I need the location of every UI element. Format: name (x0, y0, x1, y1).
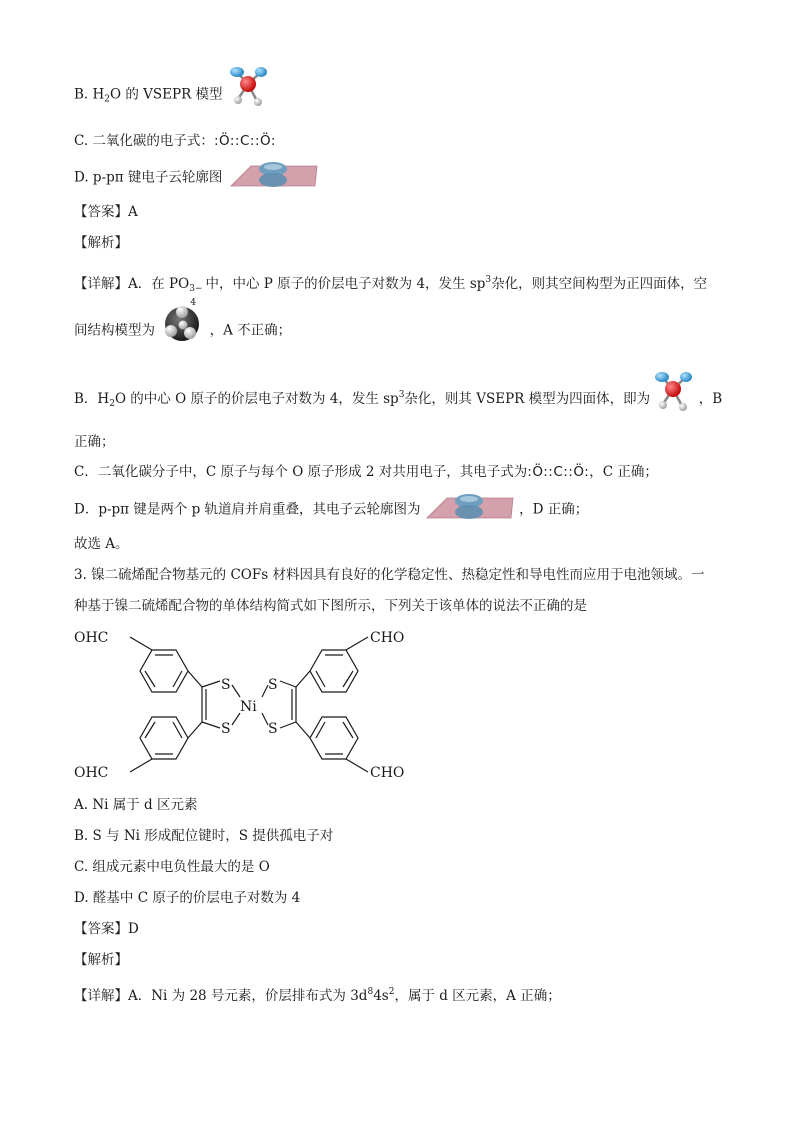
nickel-atom: Ni (240, 699, 257, 715)
cho-group-bottom-left: OHC (74, 765, 109, 781)
pp-pi-orbital-icon (229, 160, 319, 190)
nickel-dithiolene-structure (70, 625, 430, 785)
answer-2: 【答案】D (74, 921, 139, 937)
option-b-q3: B. S 与 Ni 形成配位键时，S 提供孤电子对 (74, 828, 334, 844)
cho-group-top-left: OHC (74, 630, 109, 646)
detail-ni-line: 【详解】A．Ni 为 28 号元素，价层排布式为 $3d^84s^2$，属于 d 区元素，A 正确； (74, 987, 561, 1004)
detail-a-line: 【详解】A．在 PO 3− 4 中，中心 P 原子的价层电子对数为 4，发生 $sp^3$杂化，则其空间构型为正四面体，空 (74, 275, 708, 308)
h2o-vsepr-model-icon (229, 64, 269, 108)
sulfur-atom: S (268, 677, 278, 693)
cho-group-top-right: CHO (370, 630, 405, 646)
option-c-q3: C. 组成元素中电负性最大的是 O (74, 859, 270, 875)
detail-c-line: C．二氧化碳分子中，C 原子与每个 O 原子形成 2 对共用电子，其电子式为:Ö::C::Ö:，C 正确； (74, 464, 658, 480)
sulfur-atom: S (268, 721, 278, 737)
analysis-2: 【解析】 (74, 952, 128, 968)
option-a-q3: A. Ni 属于 d 区元素 (74, 797, 198, 813)
q3-line-2: 种基于镍二硫烯配合物的单体结构简式如下图所示，下列关于该单体的说法不正确的是 (74, 598, 587, 614)
option-c-line: C. 二氧化碳的电子式：:Ö::C::Ö: (74, 133, 276, 149)
sulfur-atom: S (221, 677, 231, 693)
sulfur-atom: S (221, 721, 231, 737)
choose-line: 故选 A。 (74, 536, 129, 552)
option-d-line: D. p-pπ 键电子云轮廓图 (74, 166, 319, 190)
detail-d-line: D．p-pπ 键是两个 p 轨道肩并肩重叠，其电子云轮廓图为 ，D 正确； (74, 498, 588, 522)
analysis-1: 【解析】 (74, 235, 128, 251)
po4-tetrahedral-model-icon (159, 304, 205, 344)
cho-group-bottom-right: CHO (370, 765, 405, 781)
answer-1: 【答案】A (74, 204, 138, 220)
pp-pi-orbital-icon (425, 492, 515, 522)
option-b-line: B. $H_2O$ 的 VSEPR 模型 (74, 82, 269, 110)
detail-a2-line: 间结构模型为 ，A 不正确； (74, 318, 291, 344)
option-d-q3: D. 醛基中 C 原子的价层电子对数为 4 (74, 890, 301, 906)
detail-b-line: B．$H_2O$ 的中心 O 原子的价层电子对数为 4，发生 $sp^3$杂化，则其 VSEPR 模型为四面体，即为 ，B (74, 385, 722, 414)
h2o-vsepr-model-icon (654, 369, 694, 413)
detail-b2-line: 正确； (74, 434, 115, 450)
q3-line-1: 3. 镍二硫烯配合物基元的 COFs 材料因具有良好的化学稳定性、热稳定性和导电性而应用于电池领域。一 (74, 567, 705, 583)
